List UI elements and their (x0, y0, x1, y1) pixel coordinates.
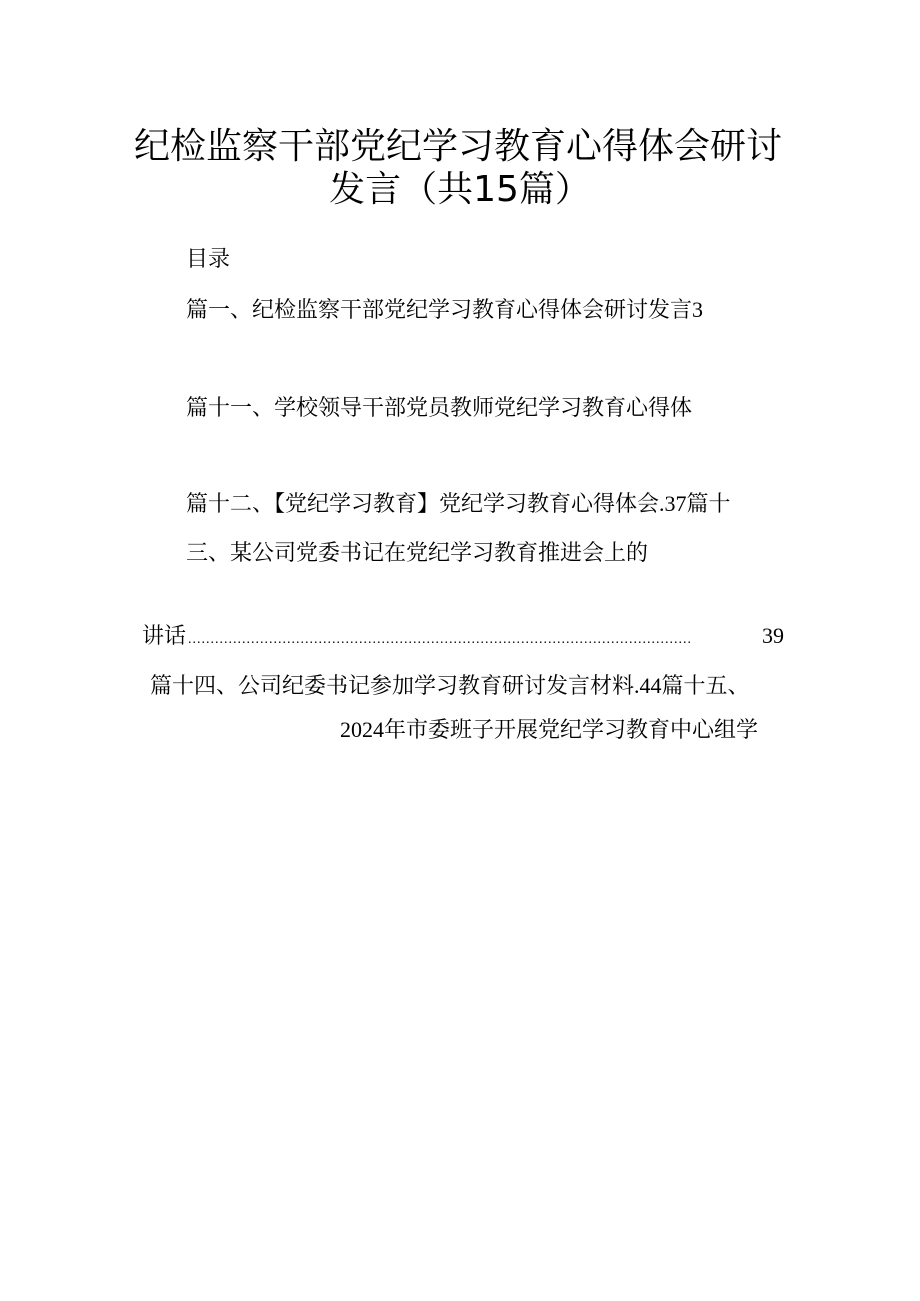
toc-entry-text: 年市委班子开展党纪学习教育中心组学 (384, 718, 759, 743)
toc-entry-14[interactable] (150, 672, 750, 701)
toc-entry-page: 39 (762, 623, 784, 648)
toc-entry-text: 篇十一、学校领导干部党员教师党纪学习教育心得体 (186, 396, 693, 421)
toc-entry-page: 3 (692, 297, 704, 322)
toc-entry-page: .44 (634, 673, 662, 698)
toc-entry-tail: 篇十五、 (661, 674, 750, 699)
toc-entry-year: 2024 (340, 717, 384, 742)
toc-entry-11[interactable] (186, 395, 692, 423)
toc-entry-12[interactable] (186, 490, 731, 519)
document-title-line-1: 纪检监察干部党纪学习教育心得体会研讨 (133, 126, 782, 167)
toc-entry-tail: 篇十 (686, 492, 731, 517)
toc-entry-text: 篇十二、【党纪学习教育】党纪学习教育心得体会 (186, 492, 660, 517)
toc-entry-15[interactable] (340, 716, 758, 745)
toc-entry-text: 讲话 (142, 624, 187, 649)
toc-entry-text: 篇一、纪检监察干部党纪学习教育心得体会研讨发言 (186, 298, 693, 323)
toc-entry-page: .37 (659, 491, 687, 516)
toc-entry-13-continued[interactable] (142, 622, 784, 650)
document-title-line-2: 发言（共15篇） (329, 169, 591, 210)
toc-entry-1[interactable] (186, 296, 703, 325)
dot-leader: ................................................................................................................ (188, 632, 693, 647)
toc-entry-13[interactable] (186, 540, 648, 568)
toc-entry-text: 三、某公司党委书记在党纪学习教育推进会上的 (186, 541, 649, 566)
toc-entry-text: 篇十四、公司纪委书记参加学习教育研讨发言材料 (150, 674, 635, 699)
toc-heading: 目录 (186, 247, 231, 272)
